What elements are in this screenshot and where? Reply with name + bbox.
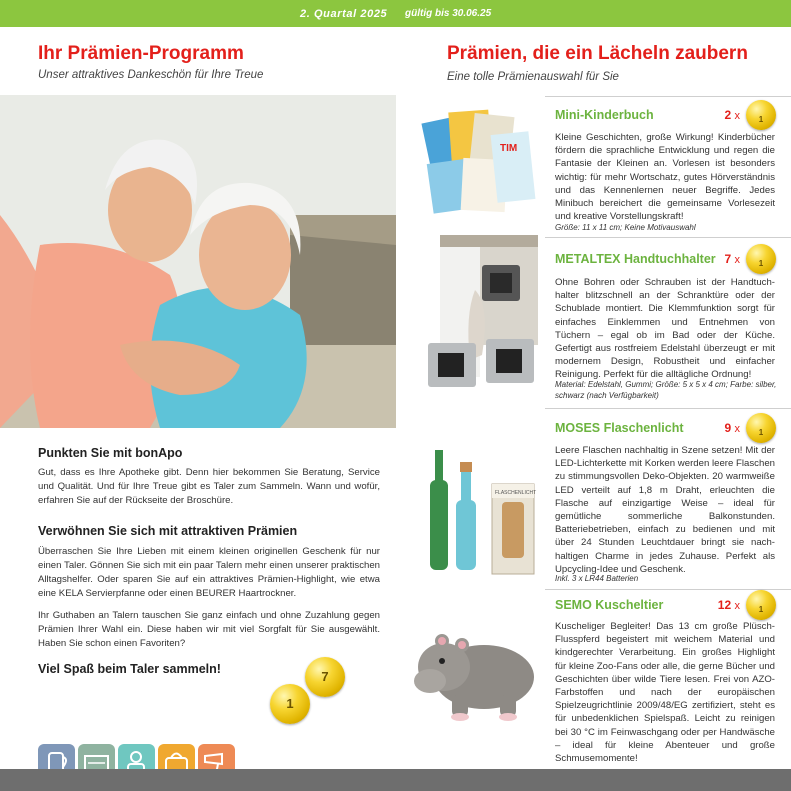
count-value: 12 (717, 598, 732, 612)
product-name: SEMO Kuscheltier (555, 598, 664, 612)
product-image-handtuchhalter (420, 235, 538, 405)
separator (545, 96, 791, 97)
separator (545, 589, 791, 590)
coin-icon-1 (270, 684, 310, 724)
coin-value: 1 (758, 115, 764, 124)
product-description: Kleine Geschichten, große Wirkung! Kinderbücher fördern die sprachliche Entwicklung und regen die Fantasie der Kleinen an. Vorlesen ist besonders wichtig: für mehr Wortschatz, gutes Hörverständnis und das Kennenlernen neuer Begriffe. Jedes Minibuch bereichert die gemeinsame Vorlesezeit und kreative Vorstellungskraft! (555, 132, 775, 223)
valid-until-label: gültig bis 30.06.25 (405, 8, 492, 19)
coin-icon (746, 413, 776, 443)
product-name: METALTEX Handtuchhalter (555, 252, 716, 266)
coin-value: 1 (286, 696, 294, 711)
book-title-text: TIM (500, 143, 518, 154)
product-name: Mini-Kinderbuch (555, 108, 654, 122)
product-description: Kuscheliger Begleiter! Das 13 cm große Plüsch-Flusspferd begeistert mit weichem Material und kindgerechter Verarbeitung. Ein großes Highlight für kleine Zoo-Fans oder alle, die gerne Bücher und Geschichten über wilde Tiere lesen. Frei von AZO-Farbstoffen und nach der europäischen Spielzeugrichtlinie 2009/48/EG zertifiziert, steht es für unbedenklichen Spielspaß. Leicht zu reinigen bei 30 °C im Feinwaschgang oder per Handwäsche – ideal für kleine Abenteuer und große Schmusemomente! (555, 621, 775, 765)
times-label: x (734, 423, 740, 435)
closing-line: Viel Spaß beim Taler sammeln! (38, 662, 221, 676)
footer-bar (0, 769, 791, 791)
hero-photo-couple (0, 95, 396, 428)
coin-value: 1 (758, 428, 764, 437)
product-description: Leere Flaschen nachhaltig in Szene setzen! Mit der LED-Lichterkette mit Korken werden leere Flaschen zu stimmungsvollen Deko-Objekten. 20 warmweiße LED verteilt auf 1,8 m Draht, erleuchten die Flasche auf einzigartige Weise – ideal für gemütliche sommerliche Balkonstunden. Batteriebetrieben, einfach zu bedienen und mit über 24 Stunden Leuchtdauer bringt sie nachhaltigen Charme in jedes Zuhause. Perfekt als Upcycling-Idee und Geschenk. (555, 445, 775, 575)
right-title: Prämien, die ein Lächeln zaubern (447, 43, 748, 64)
product-image-kinderbuch (420, 103, 538, 221)
product-coin-count (700, 598, 740, 612)
product-note: Inkl. 3 x LR44 Batterien (555, 574, 639, 583)
coin-icon-7 (305, 657, 345, 697)
count-value: 7 (724, 252, 732, 266)
right-subtitle: Eine tolle Prämienauswahl für Sie (447, 71, 619, 83)
separator (545, 237, 791, 238)
product-coin-count (700, 252, 740, 266)
product-image-kuscheltier (412, 615, 542, 725)
separator (545, 408, 791, 409)
section-text-praemien-1: Überraschen Sie Ihre Lieben mit einem kleinen originellen Geschenk für nur einen Taler. Gönnen Sie sich mit ein paar Talern mehr einen unserer praktischen Alltagshelfer. Oder sparen Sie auf ein attraktives Prämien-Highlight, wie etwa eine KELA Servierpfanne oder einen BEURER Haartrockner. (38, 546, 380, 599)
section-heading-praemien: Verwöhnen Sie sich mit attraktiven Prämien (38, 524, 298, 538)
count-value: 2 (724, 108, 732, 122)
coin-icon (746, 590, 776, 620)
coin-icon (746, 100, 776, 130)
header-bar (0, 0, 791, 27)
product-note: Größe: 11 x 11 cm; Keine Motivauswahl (555, 223, 696, 232)
coin-value: 1 (758, 605, 764, 614)
coin-value: 1 (758, 259, 764, 268)
product-name: MOSES Flaschenlicht (555, 421, 684, 435)
count-value: 9 (724, 421, 732, 435)
coin-value: 7 (321, 669, 329, 684)
left-title: Ihr Prämien-Programm (38, 43, 244, 64)
product-coin-count (700, 421, 740, 435)
product-coin-count (700, 108, 740, 122)
product-description: Ohne Bohren oder Schrauben ist der Handtuchhalter blitzschnell an der Schranktüre oder der Schublade montiert. Die Klemmfunktion sorgt für einfaches Einklemmen und Entnehmen von Tüchern – egal ob im Bad oder der Küche. Gefertigt aus rostfreiem Edelstahl überzeugt er mit modernem Design, Robustheit und einfacher Reinigung. Perfekt für die alltägliche Ordnung! (555, 277, 775, 381)
times-label: x (734, 600, 740, 612)
box-label: FLASCHENLICHT (495, 490, 537, 496)
section-text-bonapo: Gut, dass es Ihre Apotheke gibt. Denn hier bekommen Sie Beratung, Service und Qualität. Und für Ihre Treue gibt es Taler zum Sammeln. Wann und wofür, erfahren Sie auf der Rückseite der Broschüre. (38, 467, 380, 506)
times-label: x (734, 254, 740, 266)
section-heading-bonapo: Punkten Sie mit bonApo (38, 446, 183, 460)
product-note: Material: Edelstahl, Gummi; Größe: 5 x 5 x 4 cm; Farbe: silber, schwarz (nach Verfügbarkeit) (555, 380, 777, 400)
coin-icon (746, 244, 776, 274)
product-image-flaschenlicht (420, 440, 538, 580)
quarter-label: 2. Quartal 2025 (300, 8, 388, 20)
section-text-praemien-2: Ihr Guthaben an Talern tauschen Sie ganz einfach und ohne Zuzahlung gegen Prämien Ihrer Wahl ein. Diese haben wir mit viel Sorgfalt für Sie ausgewählt. Haben Sie schon einen Favoriten? (38, 610, 380, 649)
left-subtitle: Unser attraktives Dankeschön für Ihre Treue (38, 69, 264, 81)
times-label: x (734, 110, 740, 122)
couple-illustration (0, 95, 396, 428)
